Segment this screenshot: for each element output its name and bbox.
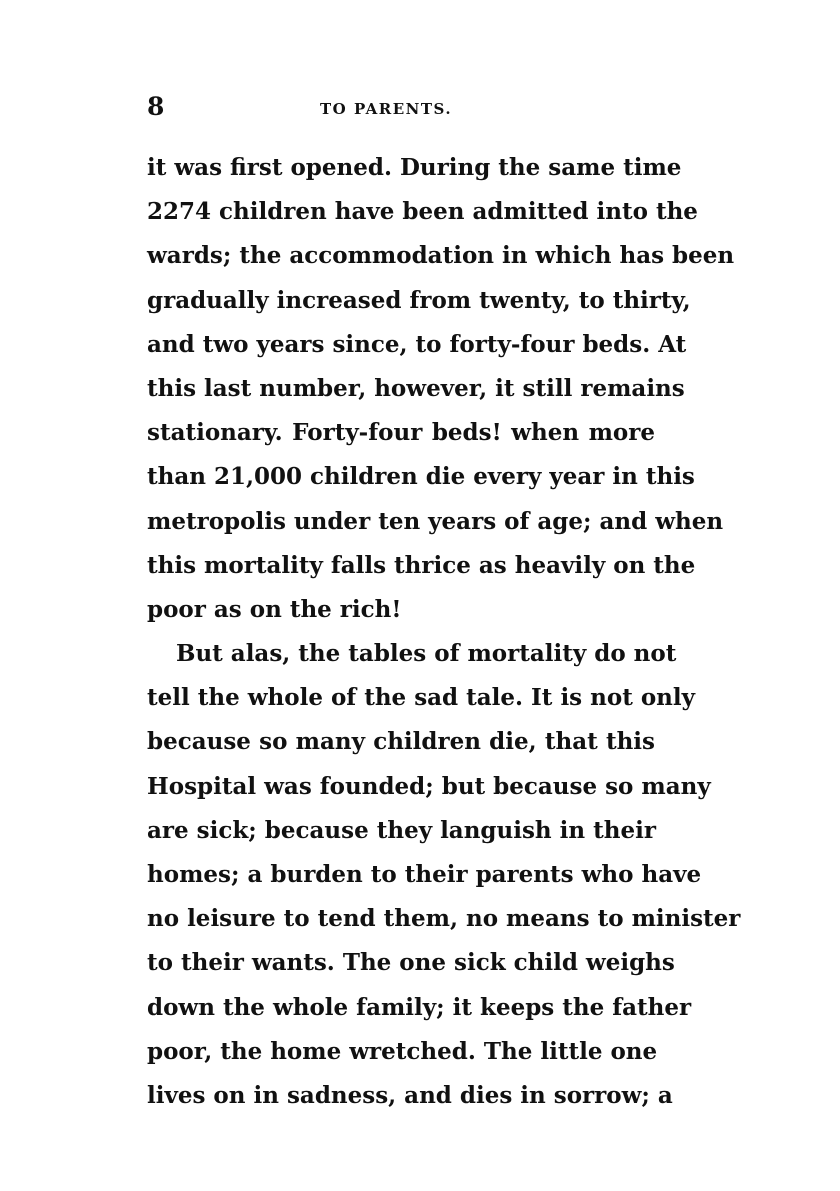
text-line: poor, the home wretched. The little one [147,1037,658,1065]
text-line: because so many children die, that this [147,728,655,756]
text-line: poor as on the rich! [147,595,402,623]
text-line: tell the whole of the sad tale. It is not only [147,684,695,712]
text-line: gradually increased from twenty, to thirty, [147,286,691,314]
text-line: lives on in sadness, and dies in sorrow; a [147,1081,673,1109]
text-line: this last number, however, it still remains [147,374,685,402]
paragraph [147,146,735,632]
text-line: down the whole family; it keeps the father [147,993,692,1021]
text-line: are sick; because they languish in their [147,816,656,844]
text-line: to their wants. The one sick child weighs [147,949,675,977]
page-number: 8 [147,92,165,121]
text-line: no leisure to tend them, no means to minister [147,905,741,933]
text-line: than 21,000 children die every year in this [147,463,695,491]
text-line: it was first opened. During the same time [147,154,682,181]
text-line: metropolis under ten years of age; and when [147,507,724,535]
running-head: TO PARENTS. [320,100,453,118]
text-line: But alas, the tables of mortality do not [176,640,677,668]
text-line: 2274 children have been admitted into the [147,198,698,226]
page-header [147,92,657,126]
paragraph [147,632,741,1118]
text-line: wards; the accommodation in which has been [147,242,735,270]
text-line: this mortality falls thrice as heavily on the [147,551,696,579]
text-line: and two years since, to forty-four beds. At [147,330,687,358]
text-line: Hospital was founded; but because so many [147,772,711,800]
body-text [147,146,741,1118]
text-line: stationary. Forty-four beds! when more [147,419,655,447]
text-line: homes; a burden to their parents who have [147,861,702,888]
